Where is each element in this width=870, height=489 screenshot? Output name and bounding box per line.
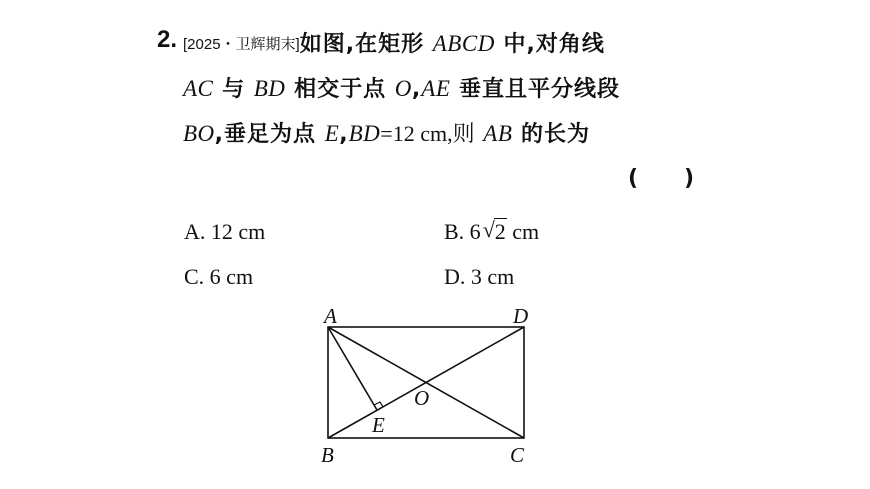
text-length-given: =12 cm,则	[380, 121, 475, 146]
label-c: C	[510, 443, 525, 467]
label-e: E	[372, 413, 385, 437]
text-segment: 的长为	[521, 122, 591, 147]
math-point-o: O	[394, 76, 412, 101]
math-seg-ab: AB	[483, 121, 513, 146]
option-a: A. 12 cm	[184, 219, 266, 244]
label-a: A	[324, 304, 337, 328]
text-segment: 如图,在矩形	[299, 32, 425, 57]
label-o: O	[414, 386, 430, 410]
question-source: [2025・卫辉期末]	[183, 36, 300, 53]
math-seg-bd: BD	[348, 121, 381, 146]
text-segment: ,	[411, 77, 422, 102]
label-d: D	[513, 304, 529, 328]
math-seg-bo: BO	[183, 121, 215, 146]
math-seg-ae: AE	[421, 76, 451, 101]
option-b-unit: cm	[512, 219, 540, 244]
sqrt-radicand: 2	[494, 219, 506, 244]
text-segment: 垂直且平分线段	[459, 77, 621, 102]
answer-blank: ( )	[628, 166, 695, 191]
text-segment: ,垂足为点	[214, 122, 317, 147]
math-point-e: E	[324, 121, 340, 146]
math-diag-ac: AC	[183, 76, 214, 101]
text-segment: 与	[222, 77, 246, 102]
text-segment: 中,对角线	[503, 32, 605, 57]
text-segment: 相交于点	[294, 77, 387, 102]
sqrt-symbol: √ 2	[482, 217, 506, 244]
text-segment: ,	[339, 122, 349, 147]
math-rect-name: ABCD	[432, 31, 495, 56]
option-d: D. 3 cm	[444, 264, 515, 289]
segment-ae	[328, 327, 377, 410]
question-number: 2.	[157, 26, 178, 53]
math-diag-bd: BD	[253, 76, 286, 101]
label-b: B	[321, 443, 334, 467]
option-b-prefix: B. 6	[444, 219, 481, 244]
option-c: C. 6 cm	[184, 264, 254, 289]
